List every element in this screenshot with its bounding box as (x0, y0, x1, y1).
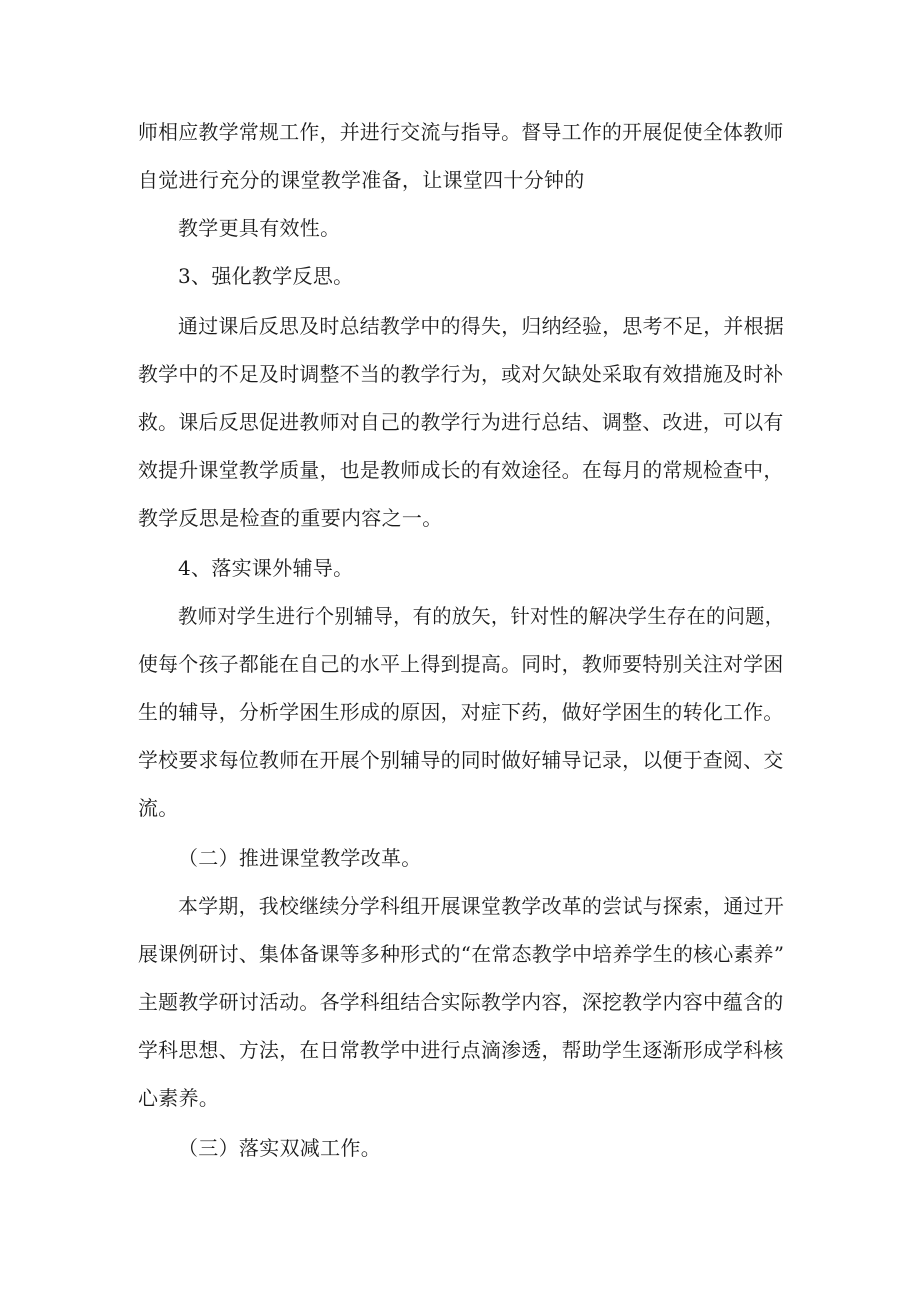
text-line: 学科思想、方法，在日常教学中进行点滴渗透，帮助学生逐渐形成学科核 (138, 1038, 784, 1062)
text-line: 通过课后反思及时总结教学中的得失，归纳经验，思考不足，并根据 (178, 314, 785, 338)
text-line: 师相应教学常规工作，并进行交流与指导。督导工作的开展促使全体教师 (138, 120, 784, 144)
text-line: 教师对学生进行个别辅导，有的放矢，针对性的解决学生存在的问题， (178, 604, 785, 628)
text-line: 主题教学研讨活动。各学科组结合实际教学内容，深挖教学内容中蕴含的 (138, 990, 784, 1014)
text-line: 展课例研讨、集体备课等多种形式的“在常态教学中培养学生的核心素养” (138, 942, 785, 966)
text-line: 教学反思是检查的重要内容之一。 (138, 506, 443, 530)
text-line: 教学更具有效性。 (178, 216, 341, 240)
text-line: 流。 (138, 796, 179, 820)
text-line: 使每个孩子都能在自己的水平上得到提高。同时，教师要特别关注对学困 (138, 652, 784, 676)
text-line: 自觉进行充分的课堂教学准备，让课堂四十分钟的 (138, 168, 585, 192)
text-line: 学校要求每位教师在开展个别辅导的同时做好辅导记录，以便于查阅、交 (138, 748, 784, 772)
section-heading: （二）推进课堂教学改革。 (178, 846, 422, 870)
text-line: 救。课后反思促进教师对自己的教学行为进行总结、调整、改进，可以有 (138, 410, 784, 434)
section-heading: 3、强化教学反思。 (178, 264, 354, 288)
text-line: 效提升课堂教学质量，也是教师成长的有效途径。在每月的常规检查中， (138, 458, 784, 482)
section-heading: （三）落实双减工作。 (178, 1136, 381, 1160)
section-heading: 4、落实课外辅导。 (178, 556, 354, 580)
text-line: 教学中的不足及时调整不当的教学行为，或对欠缺处采取有效措施及时补 (138, 362, 784, 386)
text-line: 本学期，我校继续分学科组开展课堂教学改革的尝试与探索，通过开 (178, 894, 785, 918)
text-line: 生的辅导，分析学困生形成的原因，对症下药，做好学困生的转化工作。 (138, 700, 784, 724)
text-line: 心素养。 (138, 1086, 220, 1110)
